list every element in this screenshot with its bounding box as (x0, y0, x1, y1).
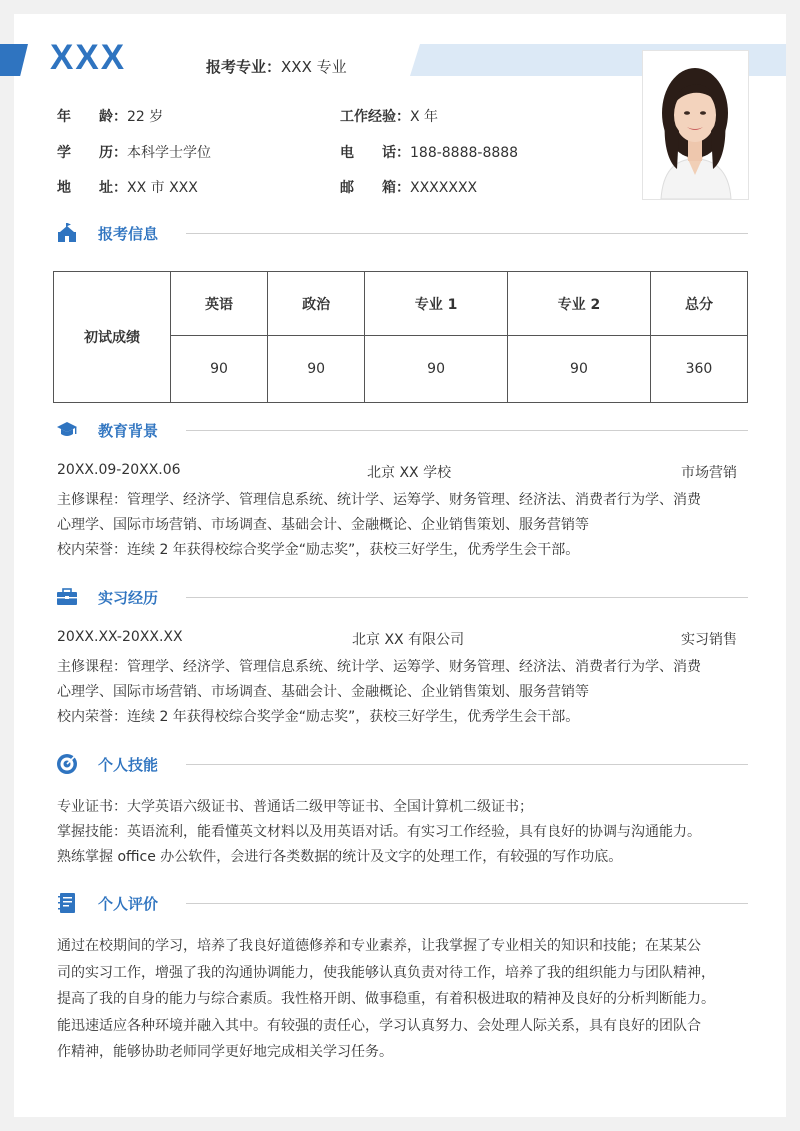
education-period: 20XX.09-20XX.06 (57, 462, 181, 478)
score-value: 90 (268, 336, 365, 403)
internship-courses-line: 主修课程：管理学、经济学、管理信息系统、统计学、运筹学、财务管理、经济法、消费者行为学、消费 (57, 659, 701, 675)
skills-line: 熟练掌握 office 办公软件，会进行各类数据的统计及文字的处理工作，有较强的写作功底。 (57, 849, 623, 865)
briefcase-icon (56, 586, 78, 608)
section-divider (186, 233, 748, 234)
skills-details (57, 795, 701, 870)
info-email (340, 177, 477, 197)
candidate-name: XXX (50, 38, 127, 77)
evaluation-line: 作精神，能够协助老师同学更好地完成相关学习任务。 (57, 1044, 393, 1060)
internship-courses-line: 心理学、国际市场营销、市场调查、基础会计、金融概论、企业销售策划、服务营销等 (57, 684, 589, 700)
section-header-exam (56, 222, 748, 244)
internship-details (57, 655, 701, 730)
age-label: 年 龄： (57, 109, 127, 125)
portrait-image (643, 51, 748, 199)
experience-value: X 年 (410, 109, 439, 125)
score-header: 总分 (650, 272, 747, 336)
info-experience (340, 106, 438, 126)
major-value: XXX 专业 (281, 58, 347, 76)
score-table (53, 271, 748, 403)
section-divider (186, 903, 748, 904)
target-icon (56, 753, 78, 775)
info-address (57, 177, 198, 197)
internship-company: 北京 XX 有限公司 (352, 632, 465, 648)
phone-label: 电 话： (340, 145, 410, 161)
section-title-evaluation: 个人评价 (98, 895, 159, 913)
education-courses-line: 主修课程：管理学、经济学、管理信息系统、统计学、运筹学、财务管理、经济法、消费者行为学、消费 (57, 492, 701, 508)
phone-value: 188-8888-8888 (410, 145, 519, 161)
age-value: 22 岁 (127, 109, 164, 125)
address-label: 地 址： (57, 180, 127, 196)
section-divider (186, 764, 748, 765)
evaluation-line: 提高了我的自身的能力与综合素质。我性格开朗、做事稳重，有着积极进取的精神及良好的分析判断能力。 (57, 991, 715, 1007)
education-honors: 校内荣誉：连续 2 年获得校综合奖学金“励志奖”，获校三好学生，优秀学生会干部。 (57, 542, 580, 558)
major-label: 报考专业： (206, 58, 282, 76)
score-value: 90 (508, 336, 651, 403)
info-age (57, 106, 163, 126)
internship-role: 实习销售 (681, 632, 737, 648)
section-header-education (56, 419, 748, 441)
education-major: 市场营销 (681, 465, 737, 481)
section-header-internship (56, 586, 748, 608)
section-title-education: 教育背景 (98, 422, 159, 440)
section-title-internship: 实习经历 (98, 589, 159, 607)
score-value: 90 (171, 336, 268, 403)
email-value: XXXXXXX (410, 180, 478, 196)
skills-line: 专业证书：大学英语六级证书、普通话二级甲等证书、全国计算机二级证书； (57, 799, 533, 815)
email-label: 邮 箱： (340, 180, 410, 196)
section-title-exam: 报考信息 (98, 225, 159, 243)
education-school: 北京 XX 学校 (367, 465, 452, 481)
section-title-skills: 个人技能 (98, 756, 159, 774)
score-header: 专业 2 (508, 272, 651, 336)
experience-label: 工作经验： (340, 109, 410, 125)
section-divider (186, 597, 748, 598)
info-education (57, 142, 211, 162)
school-building-icon (56, 222, 78, 244)
evaluation-line: 通过在校期间的学习，培养了我良好道德修养和专业素养，让我掌握了专业相关的知识和技能；在某某公 (57, 938, 701, 954)
evaluation-line: 司的实习工作，增强了我的沟通协调能力，使我能够认真负责对待工作，培养了我的组织能力与团队精神， (57, 964, 715, 981)
internship-entry-header (57, 629, 737, 651)
score-header: 英语 (171, 272, 268, 336)
score-header: 专业 1 (365, 272, 508, 336)
skills-line: 掌握技能：英语流利，能看懂英文材料以及用英语对话。有实习工作经验，具有良好的协调与沟通能力。 (57, 824, 701, 840)
score-header: 政治 (268, 272, 365, 336)
internship-honors: 校内荣誉：连续 2 年获得校综合奖学金“励志奖”，获校三好学生，优秀学生会干部。 (57, 709, 580, 725)
graduation-cap-icon (56, 419, 78, 441)
evaluation-details (57, 933, 715, 1066)
internship-period: 20XX.XX-20XX.XX (57, 629, 183, 645)
education-entry-header (57, 462, 737, 484)
section-divider (186, 430, 748, 431)
education-courses-line: 心理学、国际市场营销、市场调查、基础会计、金融概论、企业销售策划、服务营销等 (57, 517, 589, 533)
education-value: 本科学士学位 (127, 145, 211, 161)
education-details (57, 488, 701, 563)
address-value: XX 市 XXX (127, 180, 198, 196)
score-row-label: 初试成绩 (54, 272, 171, 403)
info-phone (340, 142, 518, 162)
education-label: 学 历： (57, 145, 127, 161)
profile-photo (642, 50, 749, 200)
score-value: 90 (365, 336, 508, 403)
section-header-evaluation (56, 892, 748, 914)
notebook-icon (56, 892, 78, 914)
target-major (206, 56, 347, 77)
score-value: 360 (650, 336, 747, 403)
evaluation-line: 能迅速适应各种环境并融入其中。有较强的责任心，学习认真努力、会处理人际关系，具有良好的团队合 (57, 1017, 701, 1034)
section-header-skills (56, 753, 748, 775)
